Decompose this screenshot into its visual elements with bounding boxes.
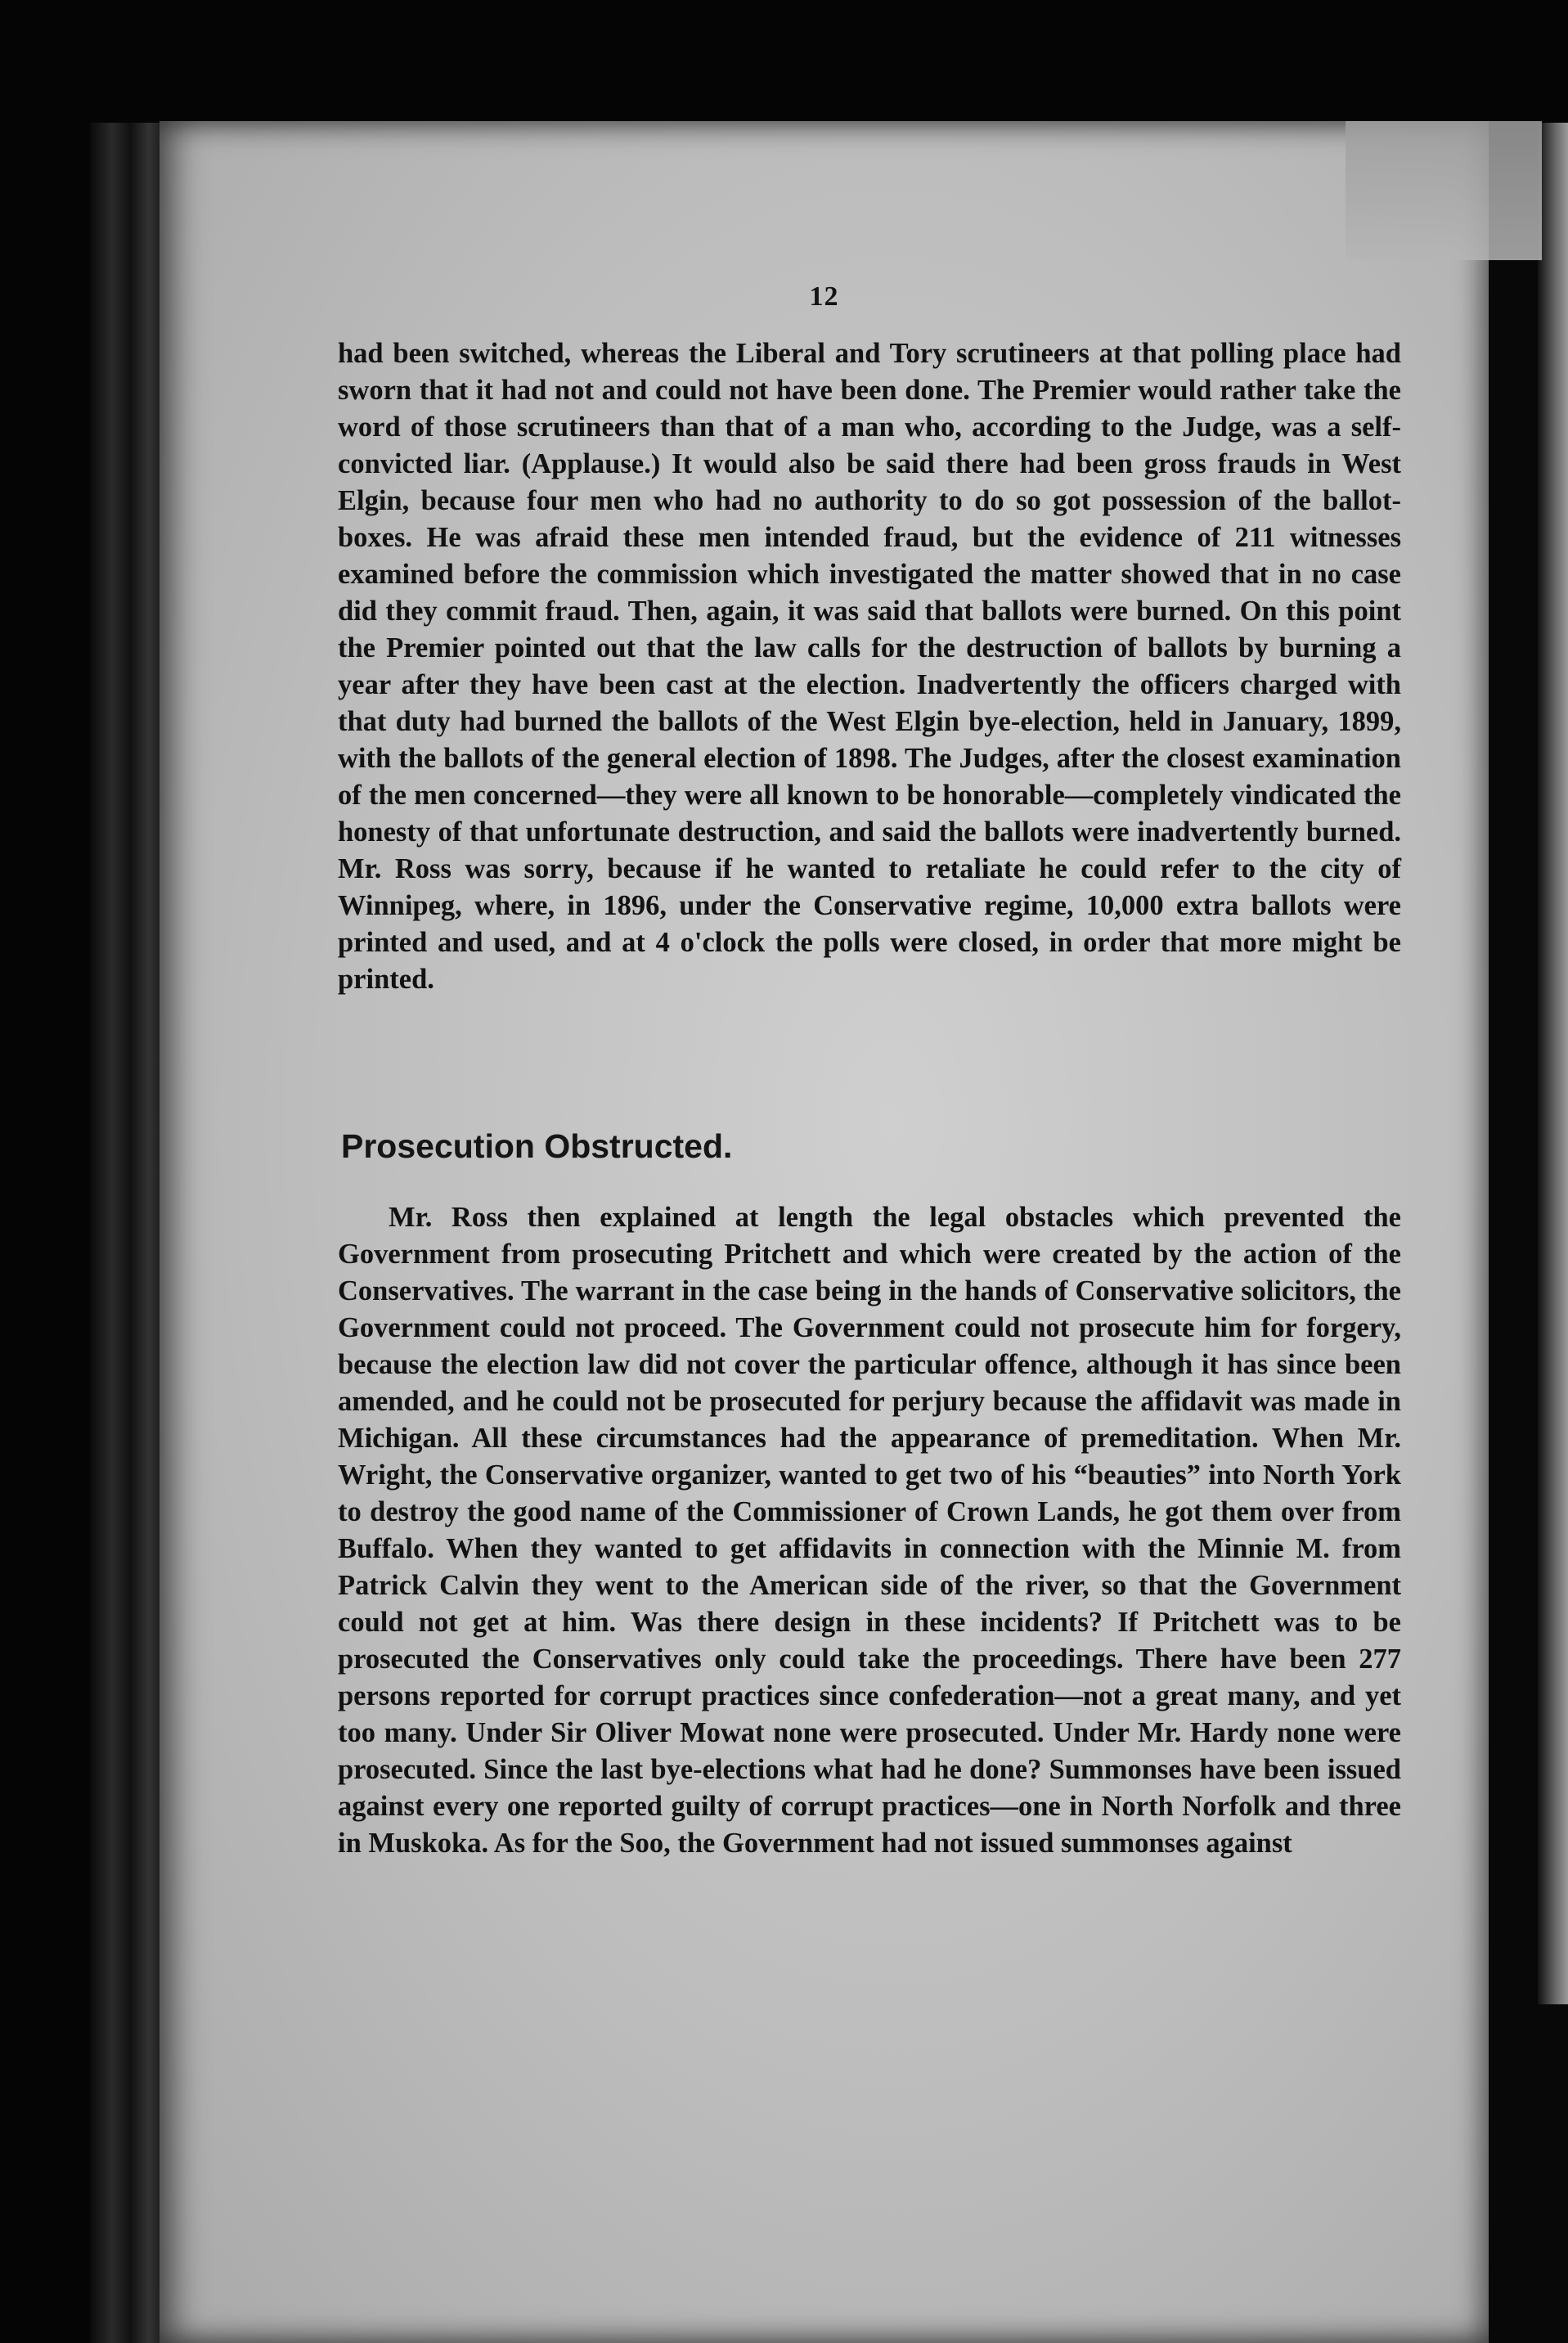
paragraph-1: had been switched, whereas the Liberal and Tory scrutineers at that polling place had sworn that it had not and could not have been done. The Premier would rather take the word of those scrutineers than that of a man who, according to the Judge, was a self-convicted liar. (Applause.) It would also be said there had been gross frauds in West Elgin, because four men who had no authority to do so got possession of the ballot-boxes. He was afraid these men intended fraud, but the evidence of 211 witnesses examined before the commission which investigated the matter showed that in no case did they commit fraud. Then, again, it was said that ballots were burned. On this point the Premier pointed out that the law calls for the destruction of ballots by burning a year after they have been cast at the election. Inadvertently the officers charged with that duty had burned the ballots of the West Elgin bye-election, held in January, 1899, with the ballots of the general election of 1898. The Judges, after the closest examination of the men concerned—they were all known to be honorable—completely vindicated the honesty of that unfortunate destruction, and said the ballots were inadvertently burned. Mr. Ross was sorry, because if he wanted to retaliate he could refer to the city of Winnipeg, where, in 1896, under the Conservative regime, 10,000 extra ballots were printed and used, and at 4 o'clock the polls were closed, in order that more might be printed. <box>338 338 1401 995</box>
book-binding-edge <box>90 123 164 2343</box>
section-heading: Prosecution Obstructed. <box>341 1127 733 1165</box>
book-page <box>159 121 1489 2343</box>
adjacent-page-edge <box>1538 123 1568 2004</box>
paragraph-2: Mr. Ross then explained at length the legal obstacles which prevented the Government from prosecuting Pritchett and which were created by the action of the Conservatives. The warrant in the case being in the hands of Conservative solicitors, the Government could not proceed. The Government could not prosecute him for forgery, because the election law did not cover the particular offence, although it has since been amended, and he could not be prosecuted for perjury because the affidavit was made in Michigan. All these circumstances had the appearance of premeditation. When Mr. Wright, the Conservative organizer, wanted to get two of his “beauties” into North York to destroy the good name of the Commissioner of Crown Lands, he got them over from Buffalo. When they wanted to get affidavits in connection with the Minnie M. from Patrick Calvin they went to the American side of the river, so that the Government could not get at him. Was there design in these incidents? If Pritchett was to be prosecuted the Conservatives only could take the proceedings. There have been 277 persons reported for corrupt practices since confederation—not a great many, and yet too many. Under Sir Oliver Mowat none were prosecuted. Under Mr. Hardy none were prosecuted. Since the last bye-elections what had he done? Summonses have been issued against every one reported guilty of corrupt practices—one in North Norfolk and three in Muskoka. As for the Soo, the Government had not issued summonses against <box>338 1202 1401 1859</box>
page-corner-shade <box>1346 121 1542 260</box>
page-number: 12 <box>809 281 839 312</box>
